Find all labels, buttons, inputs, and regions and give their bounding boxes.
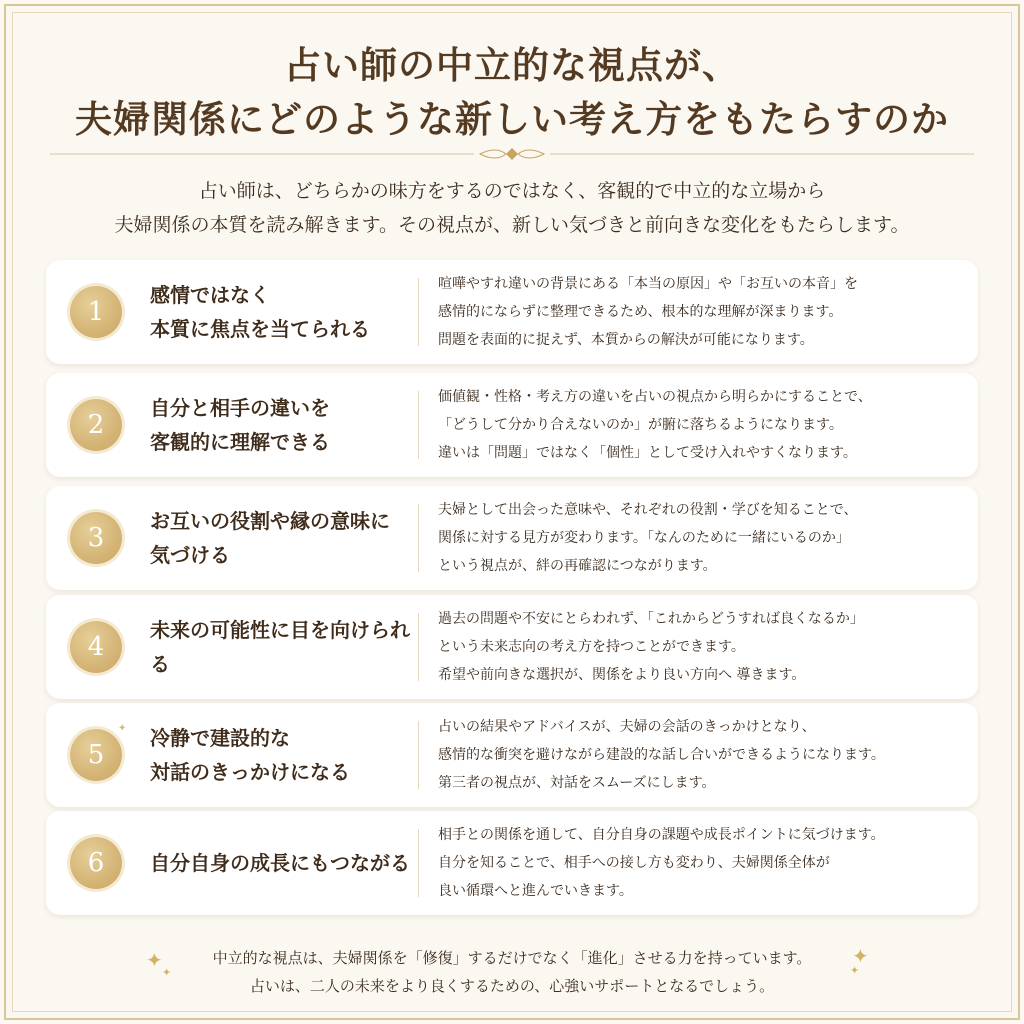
- number-badge: 6: [70, 837, 122, 889]
- card-divider: [418, 829, 419, 897]
- card-divider: [418, 721, 419, 789]
- number-badge: 2: [70, 399, 122, 451]
- card-title-line: 客観的に理解できる: [150, 430, 330, 454]
- card-title: [150, 703, 420, 807]
- desc-line: 過去の問題や不安にとらわれず、「これからどうすれば良くなるか」: [438, 611, 864, 627]
- ornament-divider: [50, 147, 974, 161]
- footer-line-1: 中立的な視点は、夫婦関係を「修復」するだけでなく「進化」させる力を持っています。: [212, 949, 812, 967]
- benefit-card-3: [46, 486, 978, 590]
- page-title: [0, 38, 1024, 146]
- card-title-line: 本質に焦点を当てられる: [150, 317, 370, 341]
- desc-line: 相手との関係を通して、自分自身の課題や成長ポイントに気づけます。: [438, 827, 885, 843]
- card-divider: [418, 504, 419, 572]
- number-badge: 3: [70, 512, 122, 564]
- card-title-line: 未来の可能性に目を向けられる: [150, 618, 410, 676]
- card-title-line: 感情ではなく: [150, 283, 270, 307]
- card-description: [438, 811, 968, 915]
- card-title: [150, 260, 420, 364]
- card-title: [150, 811, 420, 915]
- benefit-card-2: [46, 373, 978, 477]
- card-divider: [418, 278, 419, 346]
- card-description: [438, 703, 968, 807]
- footer-line-2: 占いは、二人の未来をより良くするための、心強いサポートとなるでしょう。: [249, 977, 775, 995]
- desc-line: 喧嘩やすれ違いの背景にある「本当の原因」や「お互いの本音」を: [438, 276, 858, 292]
- desc-line: 夫婦として出会った意味や、それぞれの役割・学びを知ることで、: [438, 502, 858, 518]
- desc-line: 第三者の視点が、対話をスムーズにします。: [438, 775, 716, 791]
- card-divider: [418, 613, 419, 681]
- number-badge: 1: [70, 286, 122, 338]
- desc-line: 感情的な衝突を避けながら建設的な話し合いができるようになります。: [438, 747, 885, 763]
- title-line-2: 夫婦関係にどのような新しい考え方をもたらすのか: [75, 97, 949, 141]
- benefit-card-1: [46, 260, 978, 364]
- closing-message: [0, 944, 1024, 1000]
- card-title: [150, 595, 420, 699]
- benefit-card-6: [46, 811, 978, 915]
- card-divider: [418, 391, 419, 459]
- desc-line: 希望や前向きな選択が、関係をより良い方向へ 導きます。: [438, 667, 806, 683]
- card-title-line: 対話のきっかけになる: [150, 760, 350, 784]
- card-description: [438, 486, 968, 590]
- desc-line: という視点が、絆の再確認につながります。: [438, 558, 717, 574]
- intro-line-1: 占い師は、どちらかの味方をするのではなく、客観的で中立的な立場から: [198, 180, 826, 202]
- sparkle-icon: ✦: [118, 723, 127, 734]
- benefit-card-4: [46, 595, 978, 699]
- sparkle-icon: ✦: [850, 964, 860, 977]
- sparkle-icon: ✦: [146, 948, 163, 972]
- benefit-card-5: [46, 703, 978, 807]
- sparkle-icon: ✦: [852, 944, 869, 968]
- desc-line: という未来志向の考え方を持つことができます。: [438, 639, 745, 655]
- card-description: [438, 595, 968, 699]
- desc-line: 問題を表面的に捉えず、本質からの解決が可能になります。: [438, 332, 814, 348]
- desc-line: 良い循環へと進んでいきます。: [438, 883, 633, 899]
- number-badge: 4: [70, 621, 122, 673]
- desc-line: 「どうして分かり合えないのか」が腑に落ちるようになります。: [438, 417, 843, 433]
- sparkle-icon: ✦: [162, 966, 172, 979]
- card-title: [150, 373, 420, 477]
- intro-line-2: 夫婦関係の本質を読み解きます。その視点が、新しい気づきと前向きな変化をもたらします。: [114, 214, 910, 236]
- card-description: [438, 373, 968, 477]
- desc-line: 関係に対する見方が変わります。「なんのために一緒にいるのか」: [438, 530, 850, 546]
- desc-line: 価値観・性格・考え方の違いを占いの視点から明らかにすることで、: [438, 389, 872, 405]
- card-title-line: 自分と相手の違いを: [150, 396, 330, 420]
- number-badge: 5: [70, 729, 122, 781]
- title-line-1: 占い師の中立的な視点が、: [284, 43, 740, 87]
- card-title-line: 自分自身の成長にもつながる: [150, 851, 410, 875]
- card-title-line: 冷静で建設的な: [150, 726, 290, 750]
- desc-line: 占いの結果やアドバイスが、夫婦の会話のきっかけとなり、: [438, 719, 816, 735]
- intro-text: [0, 174, 1024, 242]
- desc-line: 自分を知ることで、相手への接し方も変わり、夫婦関係全体が: [438, 855, 830, 871]
- card-title-line: 気づける: [150, 543, 230, 567]
- desc-line: 感情的にならずに整理できるため、根本的な理解が深まります。: [438, 304, 843, 320]
- card-description: [438, 260, 968, 364]
- desc-line: 違いは「問題」ではなく「個性」として受け入れやすくなります。: [438, 445, 857, 461]
- card-title-line: お互いの役割や縁の意味に: [150, 509, 390, 533]
- card-title: [150, 486, 420, 590]
